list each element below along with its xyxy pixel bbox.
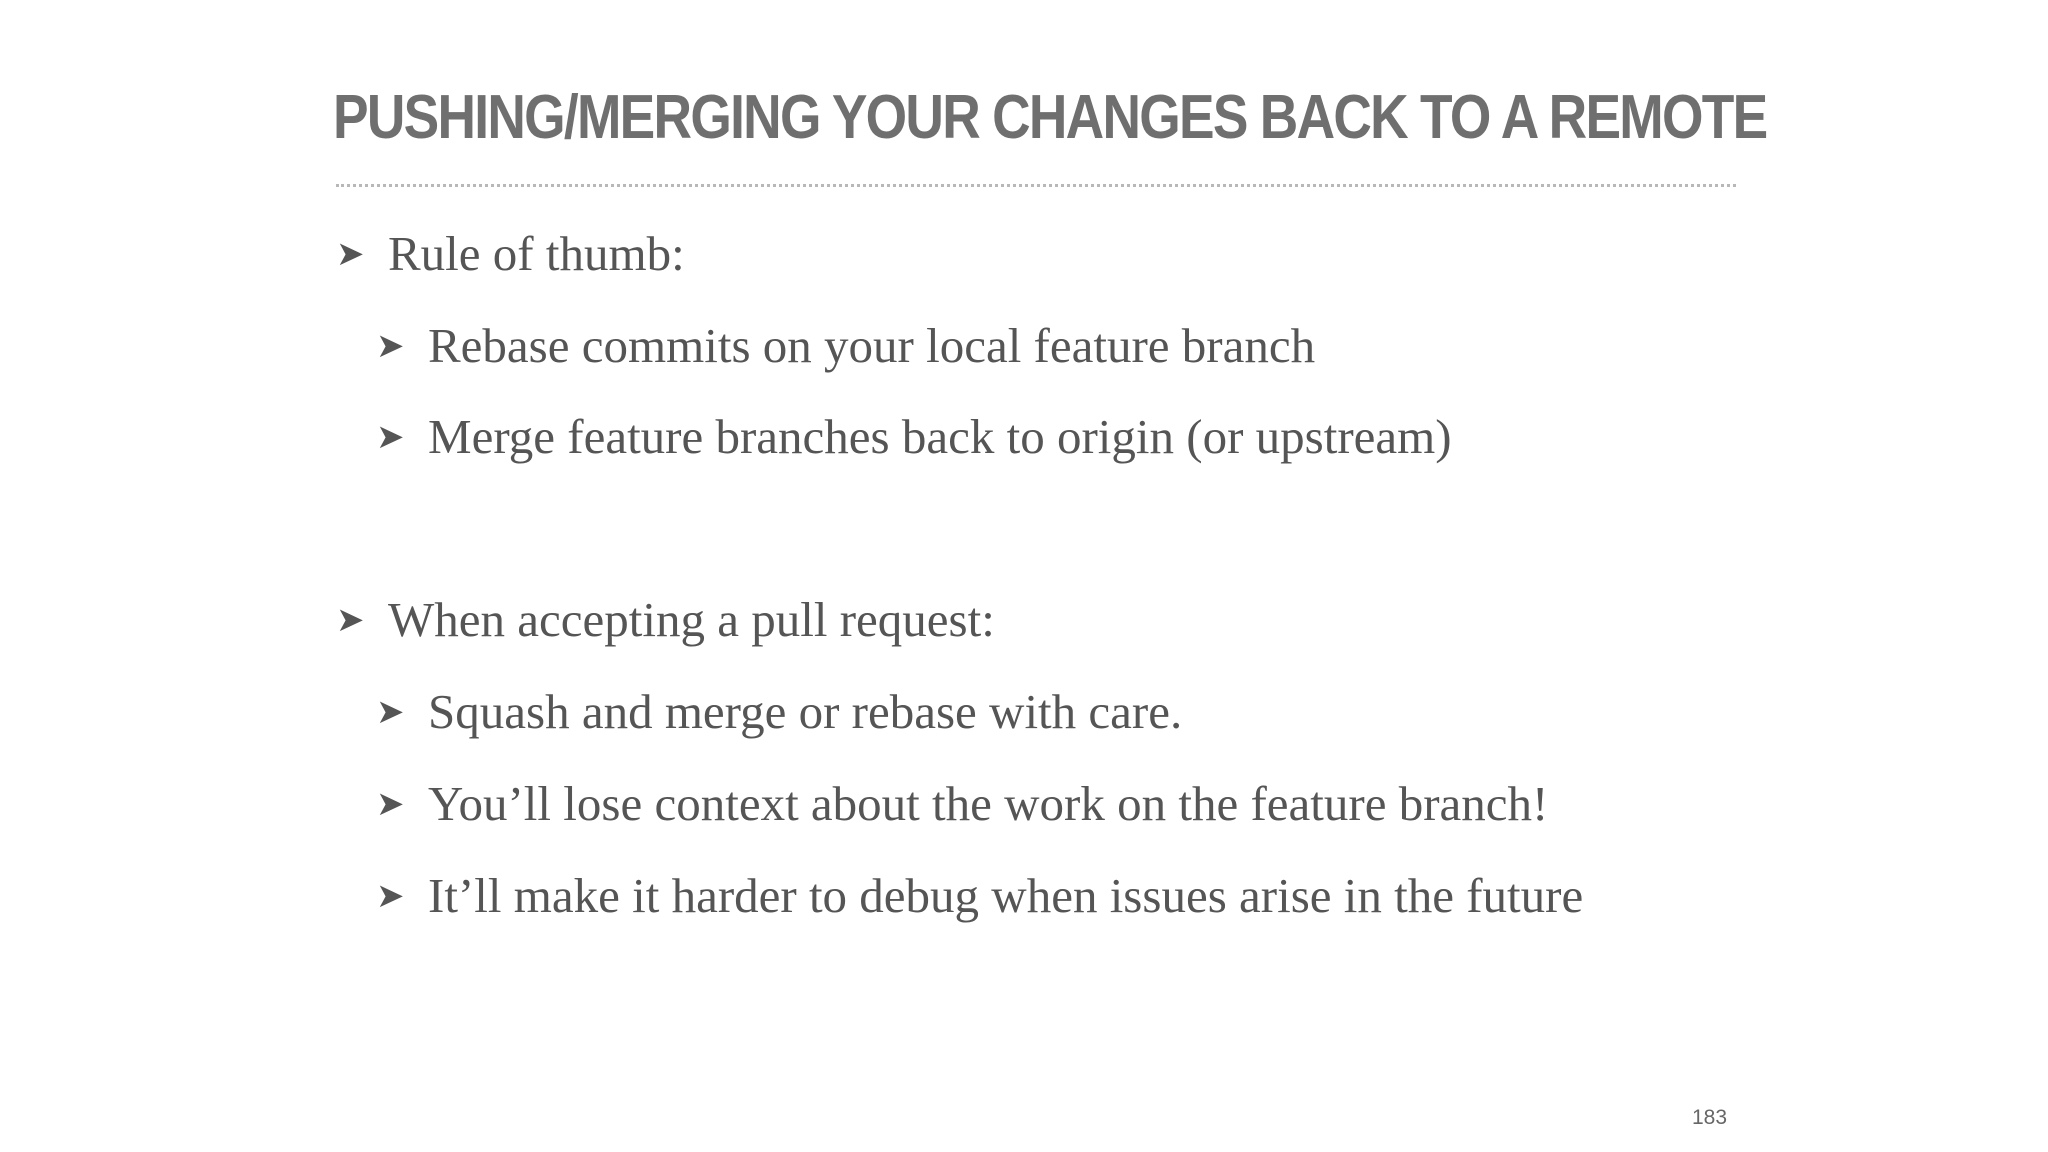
bullet-text: Rule of thumb:	[388, 226, 685, 281]
bullet-text: It’ll make it harder to debug when issues arise in the future	[428, 868, 1584, 923]
bullet-item	[376, 407, 1452, 467]
section-heading-pull-request	[336, 590, 995, 650]
arrowhead-bullet-icon: ➤	[376, 784, 405, 824]
bullet-item	[376, 866, 1584, 926]
bullet-item	[376, 682, 1183, 742]
arrowhead-bullet-icon: ➤	[376, 326, 405, 366]
bullet-text: You’ll lose context about the work on the feature branch!	[428, 776, 1549, 831]
slide-title: PUSHING/MERGING YOUR CHANGES BACK TO A REMOTE	[333, 83, 1767, 152]
bullet-item	[376, 316, 1316, 376]
arrowhead-bullet-icon: ➤	[336, 600, 365, 640]
arrowhead-bullet-icon: ➤	[336, 234, 365, 274]
section-heading-rule-of-thumb	[336, 224, 685, 284]
arrowhead-bullet-icon: ➤	[376, 692, 405, 732]
bullet-text: Rebase commits on your local feature branch	[428, 318, 1316, 373]
arrowhead-bullet-icon: ➤	[376, 417, 405, 457]
arrowhead-bullet-icon: ➤	[376, 876, 405, 916]
bullet-item	[376, 774, 1549, 834]
bullet-text: Merge feature branches back to origin (or upstream)	[428, 409, 1452, 464]
bullet-text: When accepting a pull request:	[388, 592, 995, 647]
bullet-text: Squash and merge or rebase with care.	[428, 684, 1183, 739]
page-number: 183	[1692, 1106, 1728, 1129]
